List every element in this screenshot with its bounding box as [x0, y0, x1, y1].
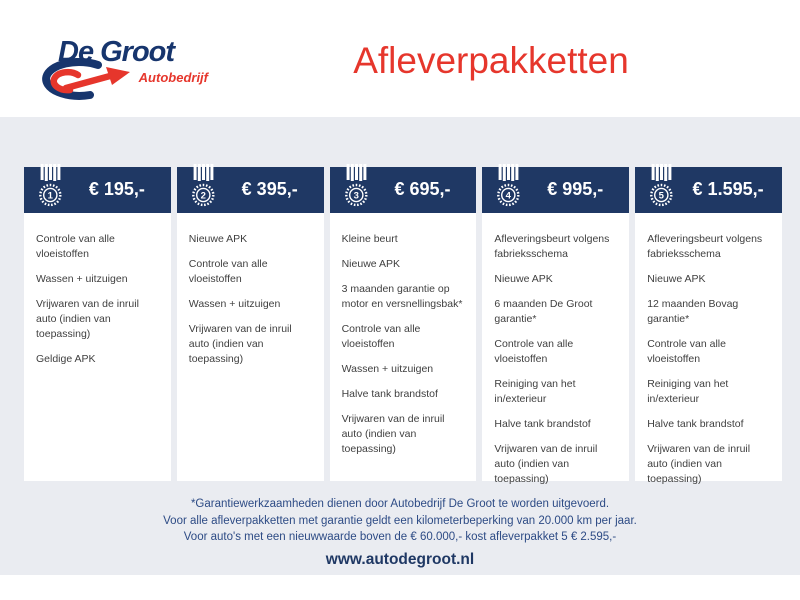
medal-number: 1 [47, 190, 53, 202]
medal-number: 5 [658, 190, 665, 202]
logo-company-name: De Groot [58, 36, 175, 68]
packages-row [24, 167, 782, 485]
page-title: Afleverpakketten [353, 40, 629, 81]
package-price: € 995,- [547, 179, 604, 199]
package-item: Wassen + uitzuigen [341, 363, 434, 375]
package-item: Reiniging van het in/exterieur [494, 378, 576, 405]
package-item: Halve tank brandstof [494, 418, 591, 430]
package-price: € 1.595,- [692, 179, 764, 199]
footnote-line: *Garantiewerkzaamheden dienen door Autobedrijf De Groot te worden uitgevoerd. [190, 498, 610, 510]
package-items [177, 213, 324, 481]
footnotes [0, 496, 800, 546]
package-item: Vrijwaren van de inruil auto (indien van toepassing) [188, 323, 292, 365]
package-item: Nieuwe APK [188, 233, 248, 245]
package-card [177, 167, 324, 481]
medal-icon [491, 164, 525, 212]
package-header [482, 167, 629, 213]
package-item: Wassen + uitzuigen [188, 298, 281, 310]
package-item: 3 maanden garantie op motor en versnellingsbak* [341, 283, 463, 310]
package-item: Vrijwaren van de inruil auto (indien van toepassing) [647, 443, 751, 485]
package-price: € 395,- [241, 179, 298, 199]
package-header [330, 167, 477, 213]
package-card [330, 167, 477, 481]
package-item: Halve tank brandstof [647, 418, 744, 430]
package-items [635, 213, 782, 485]
package-item: 6 maanden De Groot garantie* [494, 298, 593, 325]
medal-number: 3 [353, 190, 359, 202]
package-item: Kleine beurt [341, 233, 398, 245]
package-item: Geldige APK [36, 353, 96, 365]
package-item: 12 maanden Bovag garantie* [647, 298, 739, 325]
company-logo [28, 36, 208, 108]
medal-icon [339, 164, 373, 212]
package-item: Controle van alle vloeistoffen [188, 258, 268, 285]
package-item: Afleveringsbeurt volgens fabrieksschema [494, 233, 610, 260]
package-header [635, 167, 782, 213]
package-header [177, 167, 324, 213]
medal-icon [33, 164, 67, 212]
medal-icon [186, 164, 220, 212]
package-item: Afleveringsbeurt volgens fabrieksschema [647, 233, 763, 260]
package-card [482, 167, 629, 485]
package-item: Nieuwe APK [647, 273, 706, 285]
medal-icon [644, 164, 678, 212]
package-item: Controle van alle vloeistoffen [647, 338, 726, 365]
package-item: Nieuwe APK [341, 258, 400, 270]
package-card [635, 167, 782, 485]
package-item: Controle van alle vloeistoffen [494, 338, 574, 365]
package-item: Halve tank brandstof [341, 388, 438, 400]
package-item: Wassen + uitzuigen [36, 273, 128, 285]
package-header [24, 167, 171, 213]
medal-number: 4 [506, 190, 512, 202]
website-link[interactable]: www.autodegroot.nl [325, 551, 475, 568]
package-price: € 695,- [394, 179, 451, 199]
package-item: Reiniging van het in/exterieur [647, 378, 729, 405]
package-item: Controle van alle vloeistoffen [341, 323, 421, 350]
package-item: Controle van alle vloeistoffen [36, 233, 115, 260]
footnote-line: Voor alle afleverpakketten met garantie geldt een kilometerbeperking van 20.000 km per jaar. [163, 514, 637, 527]
package-item: Vrijwaren van de inruil auto (indien van toepassing) [341, 413, 445, 455]
logo-subtitle: Autobedrijf [138, 70, 208, 85]
package-card [24, 167, 171, 481]
package-price: € 195,- [88, 179, 145, 199]
package-item: Vrijwaren van de inruil auto (indien van toepassing) [36, 298, 139, 340]
medal-number: 2 [200, 190, 206, 202]
package-items [330, 213, 477, 481]
package-item: Vrijwaren van de inruil auto (indien van toepassing) [494, 443, 598, 485]
footnote-line: Voor auto's met een nieuwwaarde boven de € 60.000,- kost afleverpakket 5 € 2.595,- [183, 531, 617, 543]
package-items [482, 213, 629, 485]
package-item: Nieuwe APK [494, 273, 553, 285]
package-items [24, 213, 171, 481]
